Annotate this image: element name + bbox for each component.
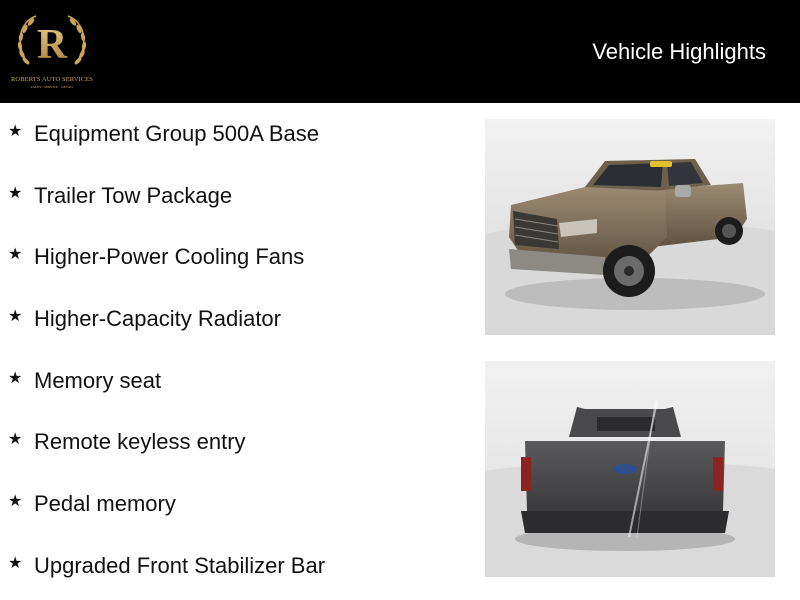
- brand-tagline: SALES · SERVICE · DETAIL: [30, 85, 74, 89]
- list-item: [8, 181, 232, 211]
- list-item: [8, 304, 281, 334]
- feature-list: [0, 103, 470, 600]
- logo-monogram: R: [36, 22, 68, 68]
- feature-label: Upgraded Front Stabilizer Bar: [34, 553, 326, 578]
- feature-label: Higher-Capacity Radiator: [34, 306, 281, 331]
- list-item: [8, 551, 325, 581]
- header-bar: [0, 0, 800, 103]
- laurel-wreath-icon: [6, 8, 98, 78]
- list-item: [8, 242, 304, 272]
- star-icon: ★: [8, 431, 23, 448]
- list-item: [8, 427, 246, 457]
- feature-label: Memory seat: [34, 368, 162, 393]
- star-icon: ★: [8, 555, 23, 572]
- feature-label: Equipment Group 500A Base: [34, 121, 319, 146]
- vehicle-photo-front[interactable]: [485, 119, 775, 335]
- feature-label: Trailer Tow Package: [34, 183, 233, 208]
- star-icon: ★: [8, 246, 23, 263]
- list-item: [8, 489, 176, 519]
- feature-label: Remote keyless entry: [34, 429, 246, 454]
- vehicle-photo-rear[interactable]: [485, 361, 775, 577]
- list-item: [8, 119, 319, 149]
- brand-name: ROBERTS AUTO SERVICES: [11, 76, 93, 83]
- star-icon: ★: [8, 123, 23, 140]
- truck-front-image: [485, 119, 775, 335]
- page-title: Vehicle Highlights: [592, 39, 766, 64]
- truck-rear-image: [485, 361, 775, 577]
- feature-label: Higher-Power Cooling Fans: [34, 244, 305, 269]
- star-icon: ★: [8, 185, 23, 202]
- star-icon: ★: [8, 308, 23, 325]
- list-item: [8, 366, 161, 396]
- feature-label: Pedal memory: [34, 491, 176, 516]
- star-icon: ★: [8, 370, 23, 387]
- star-icon: ★: [8, 493, 23, 510]
- brand-logo[interactable]: [6, 8, 98, 94]
